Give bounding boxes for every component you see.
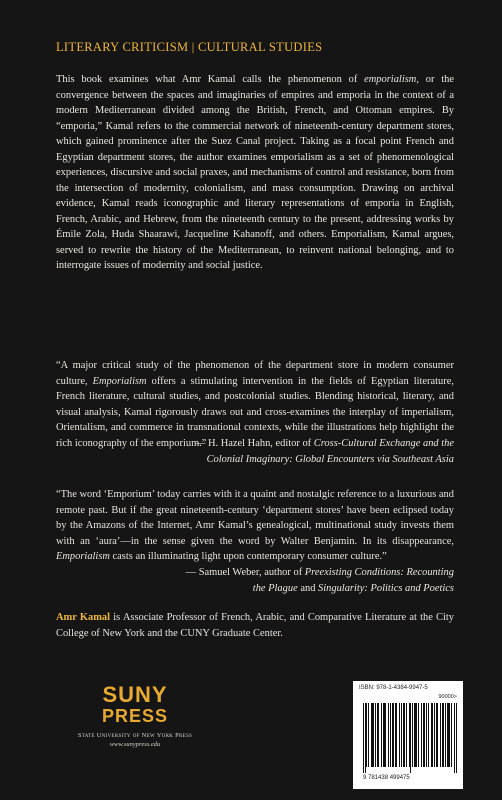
weber-attr-line2 bbox=[56, 581, 454, 597]
publisher-name-line2: PRESS bbox=[101, 706, 169, 726]
hahn-book-line2: Colonial Imaginary: Global Encounters via Southeast Asia bbox=[206, 453, 454, 465]
author-bio-text: is Associate Professor of French, Arabic, and Comparative Literature at the City College of New York and the CUNY Graduate Center. bbox=[56, 612, 455, 639]
weber-book1-cont: the Plague bbox=[252, 582, 298, 594]
endorsement-hahn-attribution bbox=[56, 436, 454, 467]
quote1-text-a: “A major critical study of the phenomenon of the department store in modern consumer culture, bbox=[56, 360, 454, 387]
hahn-attr-prefix: — H. Hazel Hahn, editor of bbox=[194, 438, 314, 449]
hahn-attr-line2 bbox=[56, 452, 454, 468]
quote2-text-a: “The word ‘Emporium’ today carries with it a quaint and nostalgic reference to a luxurious and remote past. But if the great nineteenth-century ‘department stores’ have been eclipsed today by the Amazons of the Internet, Amr Kamal’s genealogical, multinational study invests them with an ‘aura’—in the sense given the word by Walter Benjamin. In its disappearance, bbox=[56, 489, 454, 547]
weber-book1: Preexisting Conditions: Recounting bbox=[304, 567, 454, 578]
isbn-label: ISBN: 978-1-4384-9947-5 bbox=[359, 685, 428, 691]
isbn-barcode bbox=[353, 681, 463, 789]
quote2-text-b: casts an illuminating light upon contemporary consumer culture.” bbox=[109, 551, 387, 562]
description-text-2: , or the convergence between the spaces and imaginaries of empires and emporia in the context of a modern Mediterranean divided among the British, French, and Ottoman empires. By “emporia,” Kamal refers to the commercial network of nineteenth-century department stores, which gained prominence after the Suez Canal project. Taking as a focal point French and Egyptian department stores, the author examines emporialism as a set of phenomenological experiences, discursive and social praxes, and mechanisms of control and resistance, born from the intersection of modernity, colonialism, and mass consumption. Drawing on archival evidence, Kamal reads iconographic and literary representations of emporia in English, French, Arabic, and Hebrew, from the nineteenth century to the present, addressing works by Émile Zola, Huda Shaarawi, Jacqueline Kahanoff, and others. Emporialism, Kamal argues, served to rewrite the history of the Mediterranean, to reinvent national belonging, and to interrogate issues of modernity and social justice. bbox=[56, 74, 454, 271]
hahn-attr-line1 bbox=[56, 436, 454, 452]
weber-attr-line1 bbox=[56, 565, 454, 581]
publisher-logo bbox=[60, 684, 210, 748]
publisher-url: www.sunypress.edu bbox=[109, 741, 161, 748]
publisher-name-line1: SUNY bbox=[102, 682, 168, 707]
category-label: LITERARY CRITICISM | CULTURAL STUDIES bbox=[56, 40, 323, 54]
description-term: emporialism bbox=[364, 74, 417, 85]
hahn-book-line1: Cross-Cultural Exchange and the bbox=[313, 438, 454, 449]
quote1-text-b: offers a stimulating intervention in the fields of Egyptian literature, French literature, cultural studies, and postcolonial studies. Blending historical, literary, and visual analysis, Kamal rigorously draws out and cross-examines the interplay of imperialism, Orientalism, and commerce in transnational contexts, while the illustrations help highlight the rich iconography of the emporium.” bbox=[56, 375, 454, 449]
weber-book2: Singularity: Politics and Poetics bbox=[318, 582, 454, 594]
price-code: 90000> bbox=[438, 694, 457, 700]
barcode-bars bbox=[363, 703, 457, 773]
endorsement-weber-attribution bbox=[56, 565, 454, 596]
quote1-title: Emporialism bbox=[92, 375, 147, 387]
endorsement-weber bbox=[56, 487, 454, 565]
barcode-digits: 9 781438 499475 bbox=[363, 775, 410, 781]
description-text-1: This book examines what Amr Kamal calls the phenomenon of bbox=[56, 74, 365, 85]
author-bio bbox=[56, 610, 454, 641]
weber-attr-prefix: — Samuel Weber, author of bbox=[185, 567, 305, 578]
weber-attr-and: and bbox=[297, 582, 319, 594]
book-description bbox=[56, 72, 454, 274]
quote2-title: Emporialism bbox=[56, 551, 110, 562]
author-name: Amr Kamal bbox=[56, 612, 111, 623]
publisher-fullname: State University of New York Press bbox=[77, 732, 193, 739]
